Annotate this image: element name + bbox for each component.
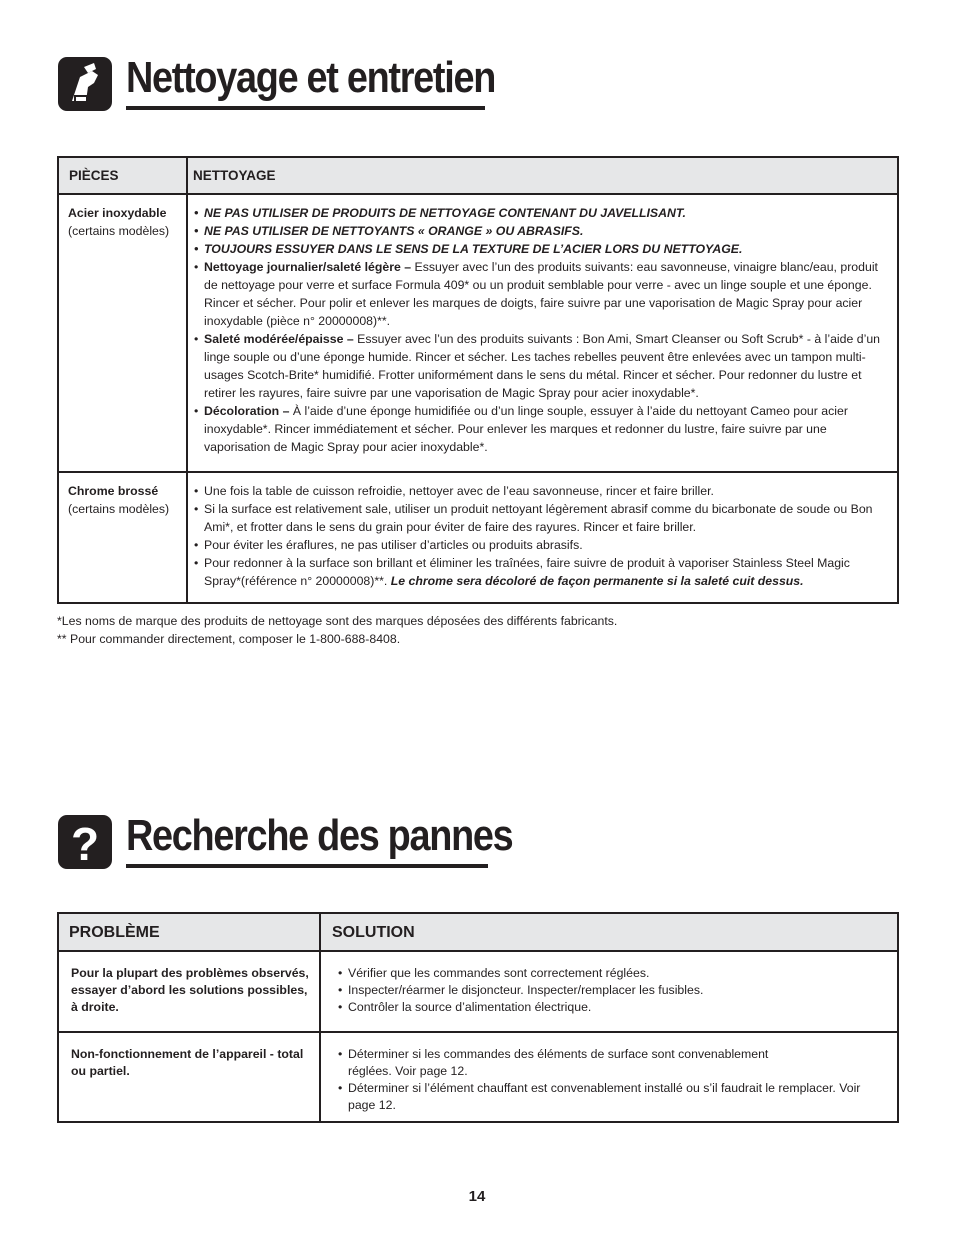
cleaning-cell-chrome: [187, 472, 898, 603]
list-item: [193, 330, 889, 402]
part-cell-stainless: [58, 194, 187, 472]
troubleshooting-table: [57, 912, 899, 1123]
warning-item: • NE PAS UTILISER DE PRODUITS DE NETTOYAGE CONTENANT DU JAVELLISANT.: [193, 204, 889, 222]
solution-cell: [320, 1032, 898, 1122]
table-row: [58, 1032, 898, 1122]
part-name: Chrome brossé: [68, 484, 159, 498]
part-cell-chrome: [58, 472, 187, 603]
part-name: Acier inoxydable: [68, 206, 167, 220]
header-cleaning: NETTOYAGE: [187, 157, 898, 194]
page-number: 14: [468, 1188, 486, 1205]
svg-text:?: ?: [70, 818, 100, 869]
question-mark-icon: [58, 815, 112, 869]
footnote-order: ** Pour commander directement, composer le 1-800-688-8408.: [57, 632, 401, 646]
instruction-list: [193, 204, 889, 456]
table-row: [58, 472, 898, 603]
instruction-list: [193, 482, 889, 590]
item-text: À l’aide d’une éponge humidifiée ou d’un linge souple, essuyer à l’aide du nettoyant Cameo pour acier inoxydable*. Rincer immédiatement et sécher. Pour enlever les marques et redonner du lustre, faire suivre par une vaporisation de Magic Spray pour acier inoxydable*.: [204, 404, 848, 454]
footnote-trademarks: *Les noms de marque des produits de nettoyage sont des marques déposées des différents fabricants.: [57, 614, 618, 628]
list-item: • Déterminer si l’élément chauffant est convenablement installé ou s’il faudrait le remplacer. Voir page 12.: [337, 1080, 889, 1114]
warning-item: • TOUJOURS ESSUYER DANS LE SENS DE LA TEXTURE DE L’ACIER LORS DU NETTOYAGE.: [193, 240, 889, 258]
section-title-cleaning: Nettoyage et entretien: [126, 53, 496, 102]
table-row: [58, 951, 898, 1032]
table-row: [58, 194, 898, 472]
cleaning-cell-stainless: [187, 194, 898, 472]
list-item: • Une fois la table de cuisson refroidie, nettoyer avec de l’eau savonneuse, rincer et faire briller.: [193, 482, 889, 500]
cleaning-table: [57, 156, 899, 604]
solution-cell: [320, 951, 898, 1032]
item-text: Essuyer avec l’un des produits suivants: eau savonneuse, vinaigre blanc/eau, produit de nettoyage pour verre et surface Formula 409* ou un produit semblable pour verre - avec un linge souple et une éponge. Rincer et sécher. Pour polir et enlever les marques de doigts, faire suivre par une vaporisation de Magic Spray pour acier inoxydable (pièce n° 20000008)**.: [204, 260, 878, 328]
part-subtitle: (certains modèles): [68, 502, 170, 516]
list-item: • Si la surface est relativement sale, utiliser un produit nettoyant légèrement abrasif comme du bicarbonate de soude ou Bon Ami*, et frotter dans le sens du grain pour éviter de faire des rayures. Rincer et faire briller.: [193, 500, 889, 536]
list-item: [193, 402, 889, 456]
list-item: [193, 258, 889, 330]
warning-item: • NE PAS UTILISER DE NETTOYANTS « ORANGE » OU ABRASIFS.: [193, 222, 889, 240]
list-item: • Pour éviter les éraflures, ne pas utiliser d’articles ou produits abrasifs.: [193, 536, 889, 554]
problem-cell: Pour la plupart des problèmes observés, essayer d’abord les solutions possibles, à droite.: [58, 951, 320, 1032]
header-solution: SOLUTION: [320, 913, 898, 951]
item-text: Essuyer avec l’un des produits suivants : Bon Ami, Smart Cleanser ou Soft Scrub* - à l’aide d’un linge souple ou d’une éponge humide. Rincer et sécher. Les taches rebelles peuvent être enlevées avec un tampon multi-usages Scotch-Brite* humidifié. Frotter uniformément dans le sens du métal. Rincer et sécher. Pour redonner du lustre et retirer les rayures, faire suivre par une vaporisation de Magic Spray pour acier inoxydable*.: [204, 332, 880, 400]
solution-list: [337, 965, 889, 1016]
list-item: • Inspecter/réarmer le disjoncteur. Inspecter/remplacer les fusibles.: [337, 982, 889, 999]
item-emphasis: Le chrome sera décoloré de façon permanente si la saleté cuit dessus.: [390, 574, 804, 588]
problem-cell: Non-fonctionnement de l’appareil - total ou partiel.: [71, 1047, 304, 1078]
section-underline: [126, 106, 485, 110]
solution-list: [337, 1046, 889, 1114]
list-item: [193, 554, 889, 590]
table-header-row: [58, 157, 898, 194]
list-item: • Vérifier que les commandes sont correctement réglées.: [337, 965, 889, 982]
section-underline: [126, 864, 488, 868]
header-parts: PIÈCES: [58, 157, 187, 194]
list-item: • Contrôler la source d’alimentation électrique.: [337, 999, 889, 1016]
table-header-row: [58, 913, 898, 951]
spray-bottle-icon: [58, 57, 112, 111]
part-subtitle: (certains modèles): [68, 224, 170, 238]
list-item: • Déterminer si les commandes des éléments de surface sont convenablement réglées. Voir page 12.: [337, 1046, 889, 1080]
item-text: Pour redonner à la surface son brillant et éliminer les traînées, faire suivre de produit à vaporiser Stainless Steel Magic Spray*(référence n° 20000008)**.: [204, 556, 850, 588]
section-title-troubleshooting: Recherche des pannes: [126, 811, 513, 860]
item-lead: Saleté modérée/épaisse –: [204, 332, 354, 346]
item-lead: Décoloration –: [204, 404, 290, 418]
item-lead: Nettoyage journalier/saleté légère –: [204, 260, 412, 274]
header-problem: PROBLÈME: [58, 913, 320, 951]
